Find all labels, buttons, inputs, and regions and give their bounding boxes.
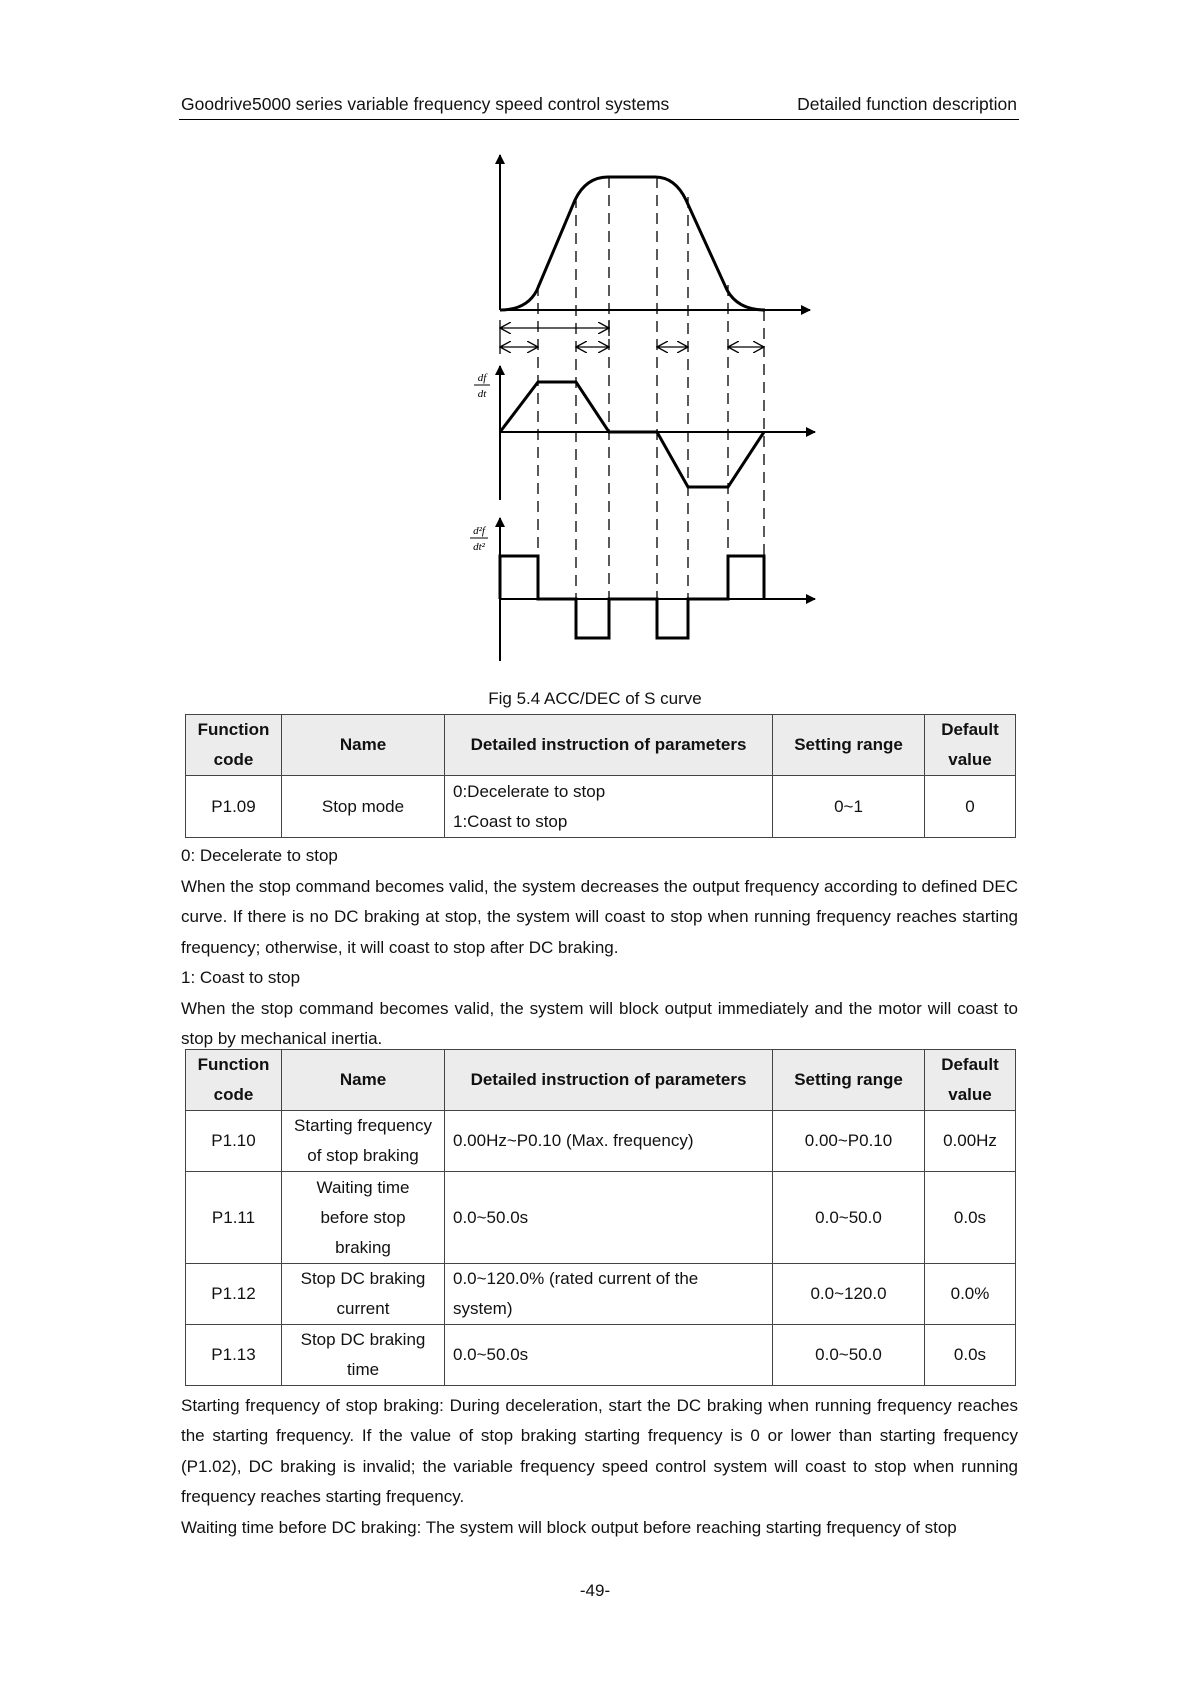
- waiting-time-paragraph: Waiting time before DC braking: The system will block output before reaching starting frequency of stop: [181, 1518, 957, 1537]
- col-function-code: Function code: [186, 1050, 282, 1111]
- table-header-row: [186, 715, 1016, 776]
- df-dt-label-num: df: [477, 372, 487, 384]
- page-header: [179, 93, 1019, 120]
- cell-code: P1.09: [186, 776, 282, 838]
- option-0-title: 0: Decelerate to stop: [181, 846, 338, 865]
- table-row: [186, 1264, 1016, 1325]
- cell-name: Stop DC braking time: [282, 1325, 445, 1386]
- s-curve-figure: [440, 140, 820, 670]
- cell-range: 0.00~P0.10: [773, 1111, 925, 1172]
- cell-code: P1.13: [186, 1325, 282, 1386]
- cell-code: P1.11: [186, 1172, 282, 1264]
- cell-detail: 0.00Hz~P0.10 (Max. frequency): [445, 1111, 773, 1172]
- col-setting-range: Setting range: [773, 1050, 925, 1111]
- option-1-body: When the stop command becomes valid, the system will block output immediately and the motor will coast to stop by mechanical inertia.: [181, 999, 1018, 1049]
- cell-default: 0.0s: [925, 1325, 1016, 1386]
- table-row: [186, 1111, 1016, 1172]
- cell-code: P1.10: [186, 1111, 282, 1172]
- col-detail: Detailed instruction of parameters: [445, 715, 773, 776]
- option-0-body: When the stop command becomes valid, the system decreases the output frequency according to defined DEC curve. If there is no DC braking at stop, the system will coast to stop when running frequency reaches starting frequency; otherwise, it will coast to stop after DC braking.: [181, 877, 1018, 957]
- cell-default: 0.0s: [925, 1172, 1016, 1264]
- cell-range: 0.0~120.0: [773, 1264, 925, 1325]
- cell-detail: 0.0~120.0% (rated current of the system): [445, 1264, 773, 1325]
- d2f-dt2-label-num: d²f: [473, 525, 485, 537]
- cell-range: 0.0~50.0: [773, 1172, 925, 1264]
- stop-mode-table: [185, 714, 1016, 838]
- cell-detail: 0.0~50.0s: [445, 1325, 773, 1386]
- col-name: Name: [282, 715, 445, 776]
- col-default-value: Default value: [925, 1050, 1016, 1111]
- cell-name: Waiting time before stop braking: [282, 1172, 445, 1264]
- col-function-code: Function code: [186, 715, 282, 776]
- cell-range: 0.0~50.0: [773, 1325, 925, 1386]
- cell-name: Starting frequency of stop braking: [282, 1111, 445, 1172]
- s-curve-frequency: [500, 177, 765, 310]
- table-row: [186, 1325, 1016, 1386]
- d2f-dt2-label-den: dt²: [473, 541, 485, 553]
- starting-frequency-paragraph: Starting frequency of stop braking: During deceleration, start the DC braking when running frequency reaches the starting frequency. If the value of stop braking starting frequency is 0 or lower than starting frequency (P1.02), DC braking is invalid; the variable frequency speed control system will coast to stop when running frequency reaches starting frequency.: [181, 1396, 1018, 1506]
- d2f-dt2-curve: [500, 556, 764, 638]
- cell-range: 0~1: [773, 776, 925, 838]
- table-row: [186, 1172, 1016, 1264]
- col-name: Name: [282, 1050, 445, 1111]
- col-detail: Detailed instruction of parameters: [445, 1050, 773, 1111]
- timing-guides: [538, 177, 764, 598]
- cell-default: 0: [925, 776, 1016, 838]
- interval-arrows: [500, 320, 764, 354]
- stop-braking-table: [185, 1049, 1016, 1386]
- cell-default: 0.00Hz: [925, 1111, 1016, 1172]
- header-title: Goodrive5000 series variable frequency speed control systems: [181, 94, 670, 114]
- cell-name: Stop mode: [282, 776, 445, 838]
- cell-default: 0.0%: [925, 1264, 1016, 1325]
- cell-code: P1.12: [186, 1264, 282, 1325]
- col-setting-range: Setting range: [773, 715, 925, 776]
- cell-detail: [445, 776, 773, 838]
- detail-line: 1:Coast to stop: [453, 811, 568, 831]
- header-section: Detailed function description: [797, 94, 1017, 114]
- cell-detail: 0.0~50.0s: [445, 1172, 773, 1264]
- figure-caption: Fig 5.4 ACC/DEC of S curve: [488, 689, 702, 708]
- detail-line: 0:Decelerate to stop: [453, 781, 606, 801]
- table-row: [186, 776, 1016, 838]
- page-number: -49-: [579, 1581, 611, 1600]
- df-dt-curve: [500, 382, 764, 487]
- cell-name: Stop DC braking current: [282, 1264, 445, 1325]
- table-header-row: [186, 1050, 1016, 1111]
- option-1-title: 1: Coast to stop: [181, 968, 301, 987]
- df-dt-label-den: dt: [477, 388, 487, 400]
- col-default-value: Default value: [925, 715, 1016, 776]
